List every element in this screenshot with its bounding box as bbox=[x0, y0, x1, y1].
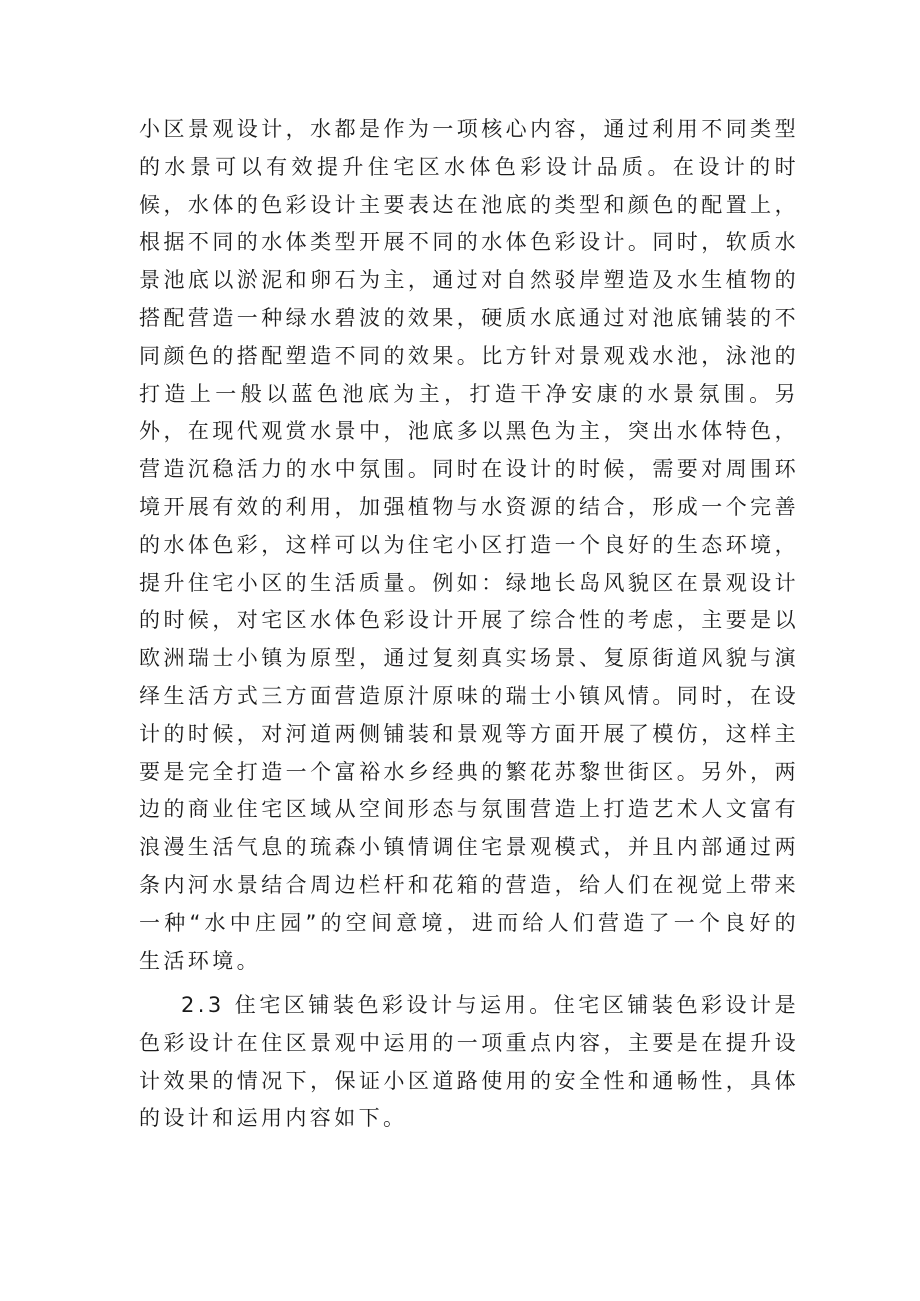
body-paragraph-water-color: 小区景观设计，水都是作为一项核心内容，通过利用不同类型的水景可以有效提升住宅区水体色彩设计品质。在设计的时候，水体的色彩设计主要表达在池底的类型和颜色的配置上，根据不同的水体类型开展不同的水体色彩设计。同时，软质水景池底以淤泥和卵石为主，通过对自然驳岸塑造及水生植物的搭配营造一种绿水碧波的效果，硬质水底通过对池底铺装的不同颜色的搭配塑造不同的效果。比方针对景观戏水池，泳池的打造上一般以蓝色池底为主，打造干净安康的水景氛围。另外，在现代观赏水景中，池底多以黑色为主，突出水体特色，营造沉稳活力的水中氛围。同时在设计的时候，需要对周围环境开展有效的利用，加强植物与水资源的结合，形成一个完善的水体色彩，这样可以为住宅小区打造一个良好的生态环境，提升住宅小区的生活质量。例如：绿地长岛风貌区在景观设计的时候，对宅区水体色彩设计开展了综合性的考虑，主要是以欧洲瑞士小镇为原型，通过复刻真实场景、复原街道风貌与演绎生活方式三方面营造原汁原味的瑞士小镇风情。同时，在设计的时候，对河道两侧铺装和景观等方面开展了模仿，这样主要是完全打造一个富裕水乡经典的繁花苏黎世街区。另外，两边的商业住宅区域从空间形态与氛围营造上打造艺术人文富有浪漫生活气息的琉森小镇情调住宅景观模式，并且内部通过两条内河水景结合周边栏杆和花箱的营造，给人们在视觉上带来一种“水中庄园”的空间意境，进而给人们营造了一个良好的生活环境。 bbox=[139, 117, 799, 973]
body-paragraph-paving-color: 2.3 住宅区铺装色彩设计与运用。住宅区铺装色彩设计是色彩设计在住区景观中运用的一项重点内容，主要是在提升设计效果的情况下，保证小区道路使用的安全性和通畅性，具体的设计和运用内容如下。 bbox=[139, 993, 799, 1131]
